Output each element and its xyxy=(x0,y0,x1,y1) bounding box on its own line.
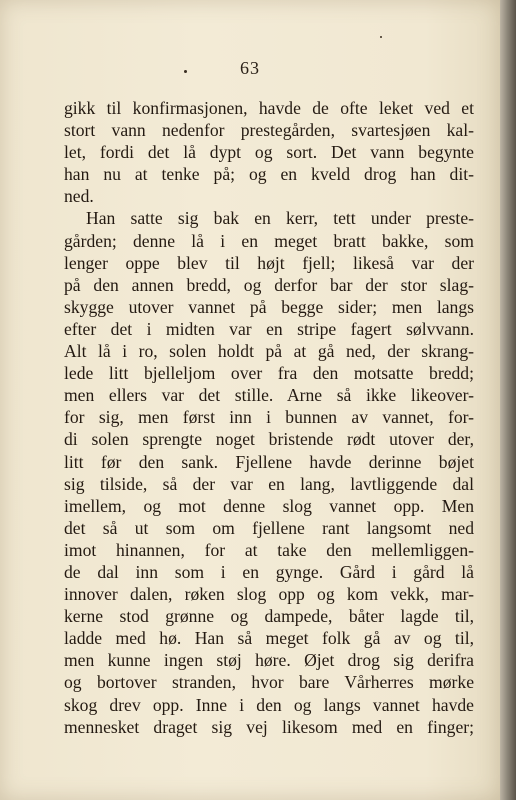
text-line: let, fordi det lå dypt og sort. Det vann begynte xyxy=(64,142,474,163)
text-line: ned. xyxy=(64,186,94,207)
text-line: han nu at tenke på; og en kveld drog han dit- xyxy=(64,164,474,185)
text-line: for sig, men først inn i bunnen av vannet, for- xyxy=(64,407,474,428)
text-line: lede litt bjelleljom over fra den motsatte bredd; xyxy=(64,363,474,384)
text-line: gården; denne lå i en meget bratt bakke, som xyxy=(64,230,474,251)
text-line: lenger oppe blev til højt fjell; likeså var der xyxy=(64,252,474,273)
page-number: 63 xyxy=(240,58,260,78)
text-line: efter det i midten var en stripe fagert sølvvann. xyxy=(64,318,474,339)
text-line: men ellers var det stille. Arne så ikke likeover- xyxy=(64,385,474,406)
text-line: innover dalen, røken slog opp og kom vekk, mar- xyxy=(64,584,474,605)
text-line: kerne stod grønne og dampede, båter lagde til, xyxy=(64,606,474,627)
text-line: Alt lå i ro, solen holdt på at gå ned, der skrang- xyxy=(64,341,474,362)
text-line: stort vann nedenfor prestegården, svartesjøen kal- xyxy=(64,120,474,141)
text-line: mennesket draget sig vej likesom med en finger; xyxy=(64,716,474,737)
text-line: og bortover stranden, hvor bare Vårherres mørke xyxy=(64,672,474,693)
text-line: imot hinannen, for at take den mellemliggen- xyxy=(64,539,474,560)
text-line: ladde med hø. Han så meget folk gå av og til, xyxy=(64,628,474,649)
ink-speck xyxy=(380,36,382,38)
text-line: det så ut som om fjellene rant langsomt ned xyxy=(64,517,474,538)
text-line: de dal inn som i en gynge. Gård i gård lå xyxy=(64,561,474,582)
text-line: litt før den sank. Fjellene havde derinne bøjet xyxy=(64,451,474,472)
text-line: sig tilside, så der var en lang, lavtliggende dal xyxy=(64,473,474,494)
text-line: skog drev opp. Inne i den og langs vannet havde xyxy=(64,694,474,715)
text-line: på den annen bredd, og derfor bar der stor slag- xyxy=(64,274,474,295)
text-line: gikk til konfirmasjonen, havde de ofte leket ved et xyxy=(64,98,474,118)
book-spine-edge xyxy=(500,0,516,800)
text-line: di solen sprengte noget bristende rødt utover der, xyxy=(64,429,474,450)
text-line: Han satte sig bak en kerr, tett under preste- xyxy=(86,208,474,229)
text-line: imellem, og mot denne slog vannet opp. Men xyxy=(64,495,474,516)
text-line: skygge utover vannet på begge sider; men langs xyxy=(64,296,474,317)
text-line: men kunne ingen støj høre. Øjet drog sig derifra xyxy=(64,650,474,671)
body-text xyxy=(64,97,474,738)
